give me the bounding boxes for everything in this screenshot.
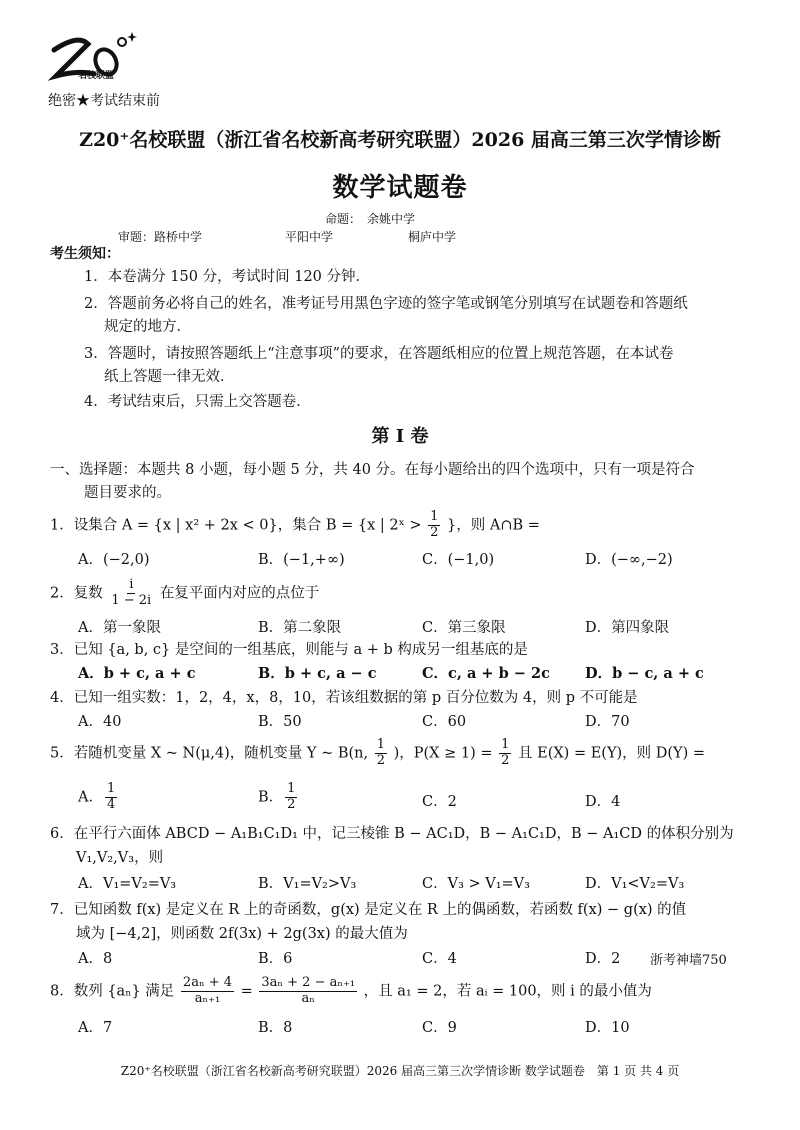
q5-fraction: $\frac{1}{2}$ xyxy=(376,737,385,768)
notice-item: 4．考试结束后，只需上交答题卷． xyxy=(84,394,311,410)
q2-option-d[interactable]: D．第四象限 xyxy=(585,620,670,636)
notice-item: 纸上答题一律无效． xyxy=(104,369,235,385)
notice-item: 1．本卷满分 150 分，考试时间 120 分钟． xyxy=(84,269,371,285)
section-heading: 第 I 卷 xyxy=(371,426,429,447)
q7-option-c[interactable]: C．4 xyxy=(422,951,457,967)
q7-option-d[interactable]: D．2 xyxy=(585,951,621,967)
z20-logo xyxy=(48,30,138,92)
q5-option-c[interactable]: C．2 xyxy=(422,794,457,810)
q6-option-c[interactable]: C．V₃ > V₁=V₃ xyxy=(422,876,530,892)
q1-option-c[interactable]: C．(−1,0) xyxy=(422,552,495,568)
exam-subtitle: 数学试题卷 xyxy=(332,173,468,203)
question-3: 3．已知 {a, b, c} 是空间的一组基底，则能与 a + b 构成另一组基底的是 xyxy=(50,642,528,658)
q5-fraction-2: $\frac{1}{2}$ xyxy=(501,737,510,768)
exam-title: Z20⁺名校联盟（浙江省名校新高考研究联盟）2026 届高三第三次学情诊断 xyxy=(79,129,721,151)
q8-fraction-1: $\frac{\text{2aₙ + 4}}{\text{aₙ₊₁}}$ xyxy=(182,975,232,1006)
q2-fraction: $\frac{i}{1 - 2i}$ xyxy=(111,577,152,608)
q8-option-a[interactable]: A．7 xyxy=(78,1020,113,1036)
notice-item: 2．答题前务必将自己的姓名，准考证号用黑色字迹的签字笔或钢笔分别填写在试题卷和答题纸 xyxy=(84,296,688,312)
q5-option-b[interactable]: B． $\frac{1}{2}$ xyxy=(258,781,296,812)
part-instructions: 一、选择题：本题共 8 小题，每小题 5 分，共 40 分。在每小题给出的四个选项中，只有一项是符合 xyxy=(50,462,695,478)
page-footer: Z20⁺名校联盟（浙江省名校新高考研究联盟）2026 届高三第三次学情诊断 数学试题卷 第 1 页 共 4 页 xyxy=(120,1064,680,1078)
q8-option-c[interactable]: C．9 xyxy=(422,1020,457,1036)
q8-option-d[interactable]: D．10 xyxy=(585,1020,630,1036)
q8-fraction-2: $\frac{\text{3aₙ + 2 − aₙ₊₁}}{\text{aₙ}}$ xyxy=(261,975,356,1006)
q3-option-d[interactable]: D．b − c, a + c xyxy=(585,665,704,682)
q4-option-a[interactable]: A．40 xyxy=(78,714,122,730)
notice-item: 规定的地方． xyxy=(104,319,191,335)
reviewer-3: 桐庐中学 xyxy=(408,230,457,244)
q4-option-b[interactable]: B．50 xyxy=(258,714,302,730)
q6-option-d[interactable]: D．V₁<V₂=V₃ xyxy=(585,876,685,892)
q6-option-a[interactable]: A．V₁=V₂=V₃ xyxy=(78,876,177,892)
notice-item: 3．答题时，请按照答题纸上“注意事项”的要求，在答题纸相应的位置上规范答题，在本试卷 xyxy=(84,346,674,362)
question-1 xyxy=(50,510,540,541)
question-8: 8．数列 {aₙ} 满足 $\frac{\text{2aₙ + 4}}{\text{aₙ₊₁}}$ = $\frac{\text{3aₙ + 2 − aₙ₊₁}}{\text{aₙ}}$ ，且 a₁ = 2，若 aᵢ = 100，则 i 的最小值为 xyxy=(50,975,652,1006)
question-6-cont: V₁,V₂,V₃，则 xyxy=(76,850,164,866)
question-4: 4．已知一组实数：1，2，4，x，8，10，若该组数据的第 p 百分位数为 4，则 p 不可能是 xyxy=(50,690,638,706)
q2-option-c[interactable]: C．第三象限 xyxy=(422,620,506,636)
q4-option-c[interactable]: C．60 xyxy=(422,714,467,730)
q1-option-d[interactable]: D．(−∞,−2) xyxy=(585,552,673,568)
q1-option-b[interactable]: B．(−1,+∞) xyxy=(258,552,345,568)
q8-option-b[interactable]: B．8 xyxy=(258,1020,293,1036)
question-2: 2．复数 $\frac{i}{1 - 2i}$ 在复平面内对应的点位于 xyxy=(50,577,320,608)
q5-option-a[interactable]: A． $\frac{1}{4}$ xyxy=(78,781,116,812)
watermark-text: 浙考神墙750 xyxy=(650,953,727,968)
q1-fraction: $\frac{1}{2}$ xyxy=(430,509,439,540)
reviewer-2: 平阳中学 xyxy=(285,230,334,244)
question-6: 6．在平行六面体 ABCD − A₁B₁C₁D₁ 中，记三棱锥 B − AC₁D，B − A₁C₁D，B − A₁CD 的体积分别为 xyxy=(50,826,734,842)
q3-option-a[interactable]: A．b + c, a + c xyxy=(78,665,196,682)
q4-option-d[interactable]: D．70 xyxy=(585,714,630,730)
q2-option-b[interactable]: B．第二象限 xyxy=(258,620,342,636)
confidential-label: 绝密★考试结束前 xyxy=(48,93,160,109)
q7-option-a[interactable]: A．8 xyxy=(78,951,113,967)
q3-option-c[interactable]: C．c, a + b − 2c xyxy=(422,665,550,682)
q1-stem: 1．设集合 A = {x | x² + 2x < 0}，集合 B = {x | 2ˣ > xyxy=(50,517,422,534)
q1-stem-end: }，则 A∩B = xyxy=(447,517,540,534)
q1-option-a[interactable]: A．(−2,0) xyxy=(78,552,150,568)
reviewer-1: 审题：路桥中学 xyxy=(118,230,203,244)
setter-line: 命题： 余姚中学 xyxy=(325,212,416,226)
question-7: 7．已知函数 f(x) 是定义在 R 上的奇函数，g(x) 是定义在 R 上的偶函数，若函数 f(x) − g(x) 的值 xyxy=(50,902,687,918)
question-7-cont: 域为 [−4,2]，则函数 2f(3x) + 2g(3x) 的最大值为 xyxy=(76,926,408,942)
q6-option-b[interactable]: B．V₁=V₂>V₃ xyxy=(258,876,357,892)
q3-option-b[interactable]: B．b + c, a − c xyxy=(258,665,377,682)
logo-caption: 名校联盟 xyxy=(78,71,115,81)
question-5: 5．若随机变量 X ~ N(μ,4)，随机变量 Y ~ B(n, $\frac{1}{2}$ )，P(X ≥ 1) = $\frac{1}{2}$ 且 E(X) = E(Y)，则 D(Y) = xyxy=(50,737,706,768)
q7-option-b[interactable]: B．6 xyxy=(258,951,293,967)
notice-heading: 考生须知： xyxy=(50,246,120,262)
q5-option-d[interactable]: D．4 xyxy=(585,794,621,810)
q2-option-a[interactable]: A．第一象限 xyxy=(78,620,161,636)
part-instructions-cont: 题目要求的。 xyxy=(84,485,171,501)
